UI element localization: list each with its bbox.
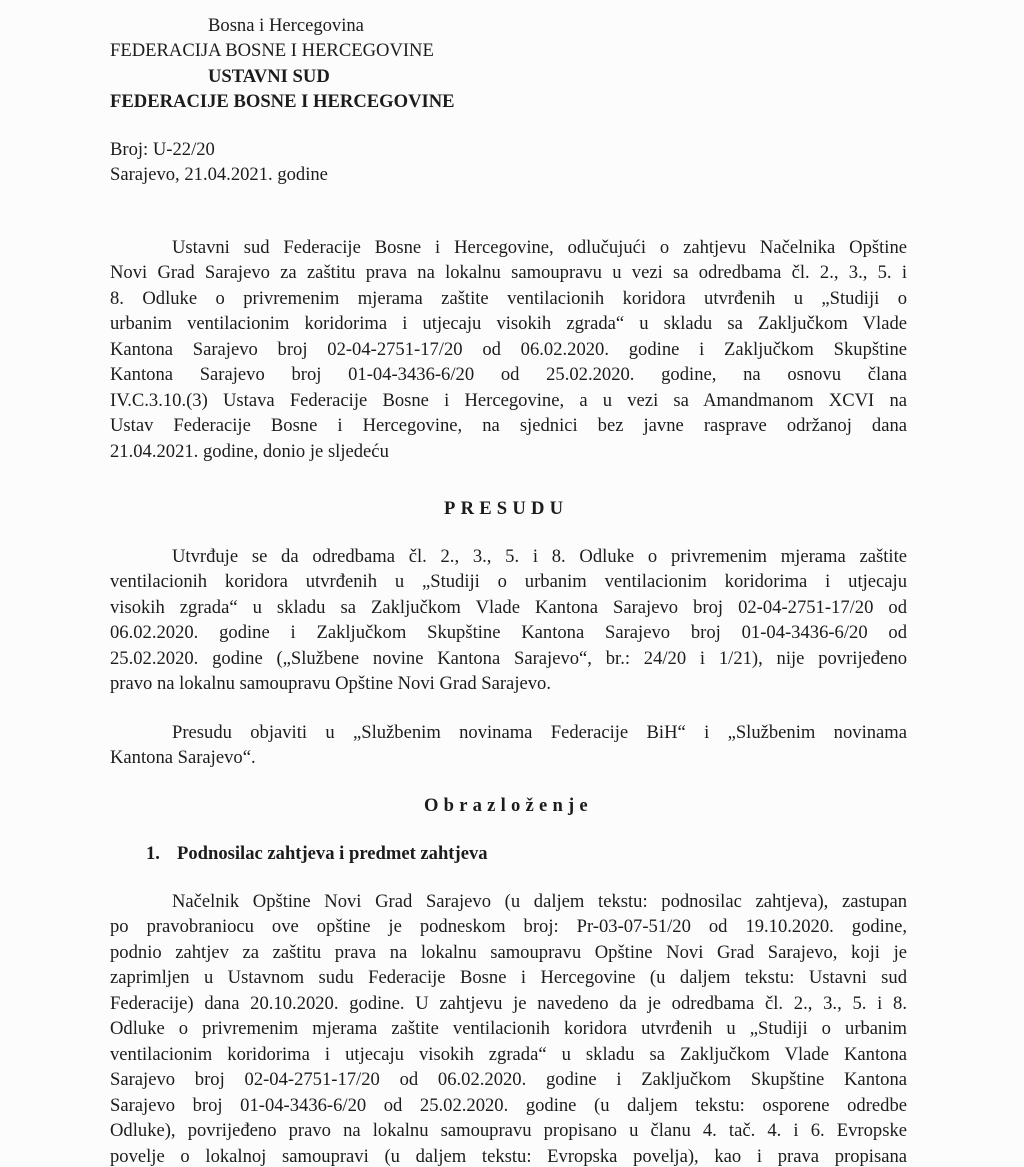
section1-line: po pravobraniocu ove opštine je podneskom broj: Pr-03-07-51/20 od 19.10.2020. godine, — [110, 916, 907, 937]
section1-line: podnio zahtjev za zaštitu prava na lokalnu samoupravu Opštine Novi Grad Sarajevo, koji je — [110, 942, 907, 963]
header-court-line2: FEDERACIJE BOSNE I HERCEGOVINE — [110, 91, 455, 112]
intro-line: IV.C.3.10.(3) Ustava Federacije Bosne i Hercegovine, a u vezi sa Amandmanom XCVI na — [110, 390, 907, 411]
section1-line: Odluke o privremenim mjerama zaštite ventilacionih koridora utvrđenih u „Studiji o urbanim — [110, 1018, 907, 1039]
header-federation: FEDERACIJA BOSNE I HERCEGOVINE — [110, 40, 434, 61]
section1-title: Podnosilac zahtjeva i predmet zahtjeva — [177, 843, 488, 864]
reasoning-title: Obrazloženje — [424, 795, 593, 816]
section1-line: zaprimljen u Ustavnom sudu Federacije Bosne i Hercegovine (u daljem tekstu: Ustavni sud — [110, 967, 907, 988]
publish-line: Kantona Sarajevo“. — [110, 747, 256, 768]
verdict-line: ventilacionih koridora utvrđenih u „Studiji o urbanim ventilacionim koridorima i utjecaju — [110, 571, 907, 592]
verdict-line: 25.02.2020. godine („Službene novine Kantona Sarajevo“, br.: 24/20 i 1/21), nije povrijeđeno — [110, 648, 907, 669]
publish-line: Presudu objaviti u „Službenim novinama Federacije BiH“ i „Službenim novinama — [172, 722, 907, 743]
section1-line: Sarajevo broj 01-04-3436-6/20 od 25.02.2020. godine (u daljem tekstu: osporene odredbe — [110, 1095, 907, 1116]
intro-line: urbanim ventilacionim koridorima i utjecaju visokih zgrada“ u skladu sa Zaključkom Vlade — [110, 313, 907, 334]
section1-line: Odluke), povrijeđeno pravo na lokalnu samoupravu propisano u članu 4. tač. 4. i 6. Evropske — [110, 1120, 907, 1141]
section1-line: Načelnik Opštine Novi Grad Sarajevo (u daljem tekstu: podnosilac zahtjeva), zastupan — [172, 891, 907, 912]
verdict-line: pravo na lokalnu samoupravu Opštine Novi Grad Sarajevo. — [110, 673, 551, 694]
section1-number: 1. — [146, 843, 160, 864]
intro-line: Ustavni sud Federacije Bosne i Hercegovine, odlučujući o zahtjevu Načelnika Opštine — [172, 237, 907, 258]
case-number: Broj: U-22/20 — [110, 139, 215, 160]
verdict-line: Utvrđuje se da odredbama čl. 2., 3., 5. i 8. Odluke o privremenim mjerama zaštite — [172, 546, 907, 567]
intro-line: Kantona Sarajevo broj 02-04-2751-17/20 od 06.02.2020. godine i Zaključkom Skupštine — [110, 339, 907, 360]
verdict-line: 06.02.2020. godine i Zaključkom Skupštine Kantona Sarajevo broj 01-04-3436-6/20 od — [110, 622, 907, 643]
section1-line: povelje o lokalnoj samoupravi (u daljem tekstu: Evropska povelja), kao i prava propisana — [110, 1146, 907, 1167]
section1-line: Federacije) dana 20.10.2020. godine. U zahtjevu je navedeno da je odredbama čl. 2., 3., 5. i 8. — [110, 993, 907, 1014]
header-country: Bosna i Hercegovina — [208, 15, 364, 36]
intro-line: Kantona Sarajevo broj 01-04-3436-6/20 od 25.02.2020. godine, na osnovu člana — [110, 364, 907, 385]
intro-line: Novi Grad Sarajevo za zaštitu prava na lokalnu samoupravu u vezi sa odredbama čl. 2., 3., 5. i — [110, 262, 907, 283]
header-court-line1: USTAVNI SUD — [208, 66, 330, 87]
verdict-title: PRESUDU — [444, 498, 569, 519]
intro-line: 21.04.2021. godine, donio je sljedeću — [110, 441, 389, 462]
intro-line: Ustav Federacije Bosne i Hercegovine, na sjednici bez javne rasprave održanoj dana — [110, 415, 907, 436]
case-place-date: Sarajevo, 21.04.2021. godine — [110, 164, 328, 185]
verdict-line: visokih zgrada“ u skladu sa Zaključkom Vlade Kantona Sarajevo broj 02-04-2751-17/20 od — [110, 597, 907, 618]
section1-line: ventilacionim koridorima i utjecaju visokih zgrada“ u skladu sa Zaključkom Vlade Kantona — [110, 1044, 907, 1065]
intro-line: 8. Odluke o privremenim mjerama zaštite ventilacionih koridora utvrđenih u „Studiji o — [110, 288, 907, 309]
section1-line: Sarajevo broj 02-04-2751-17/20 od 06.02.2020. godine i Zaključkom Skupštine Kantona — [110, 1069, 907, 1090]
